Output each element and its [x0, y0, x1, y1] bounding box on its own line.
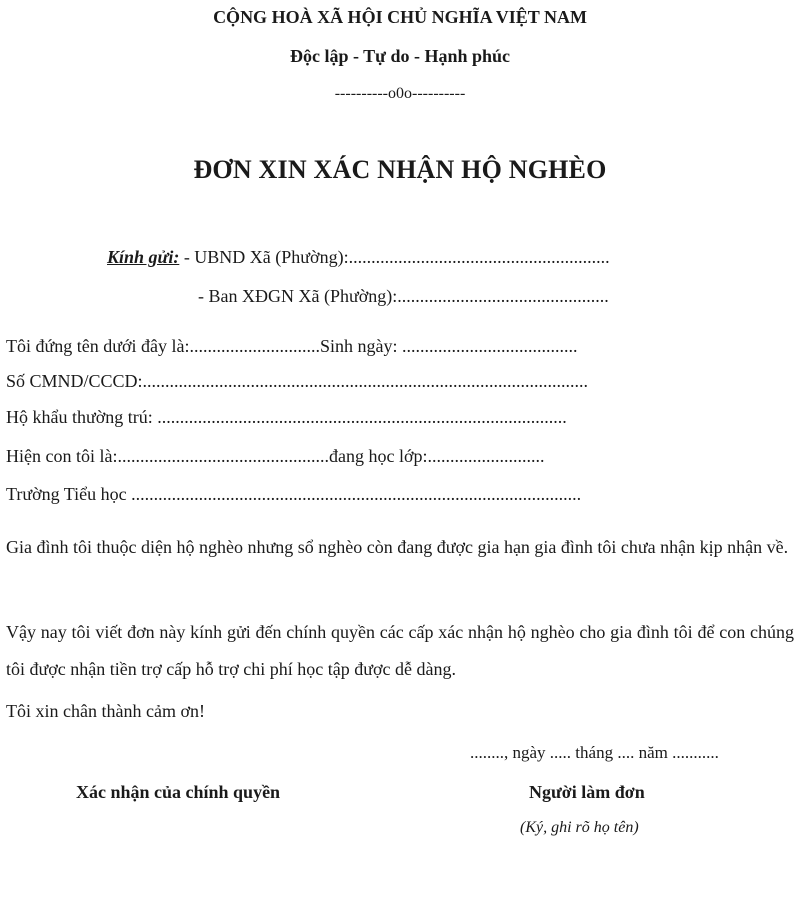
field-id-number: Số CMND/CCCD:................................................................................................... — [6, 371, 589, 391]
field-primary-school: Trường Tiểu học .................................................................................................... — [6, 484, 582, 504]
paragraph-thanks: Tôi xin chân thành cảm ơn! — [6, 701, 205, 721]
recipient-label: Kính gửi: — [107, 247, 180, 267]
applicant-title: Người làm đơn — [529, 782, 645, 802]
recipient-line-2: - Ban XĐGN Xã (Phường):............................................... — [198, 286, 609, 306]
recipient-line-1 — [107, 248, 610, 266]
signature-note: (Ký, ghi rõ họ tên) — [520, 819, 639, 836]
paragraph-situation: Gia đình tôi thuộc diện hộ nghèo nhưng sổ nghèo còn đang được gia hạn gia đình tôi chưa nhận kịp nhận về. — [6, 537, 789, 557]
national-motto: Độc lập - Tự do - Hạnh phúc — [289, 46, 511, 66]
document-title: ĐƠN XIN XÁC NHẬN HỘ NGHÈO — [193, 155, 607, 184]
field-permanent-residence: Hộ khẩu thường trú: ........................................................................................... — [6, 407, 567, 427]
field-applicant-name-dob: Tôi đứng tên dưới đây là:.............................Sinh ngày: ....................................... — [6, 336, 578, 356]
field-child-class: Hiện con tôi là:...............................................đang học lớp:.......................... — [6, 446, 545, 466]
authority-confirmation-title: Xác nhận của chính quyền — [76, 782, 281, 802]
paragraph-request: Vậy nay tôi viết đơn này kính gửi đến chính quyền các cấp xác nhận hộ nghèo cho gia đình tôi để con chúng tôi được nhận tiền trợ cấp hỗ trợ chi phí học tập được dễ dàng. — [6, 622, 794, 679]
recipient-ubnd: - UBND Xã (Phường):.......................................................... — [183, 247, 610, 267]
header-divider: ----------o0o---------- — [334, 85, 466, 102]
national-title: CỘNG HOÀ XÃ HỘI CHỦ NGHĨA VIỆT NAM — [213, 7, 587, 27]
date-line: ........, ngày ..... tháng .... năm ........... — [470, 743, 719, 762]
